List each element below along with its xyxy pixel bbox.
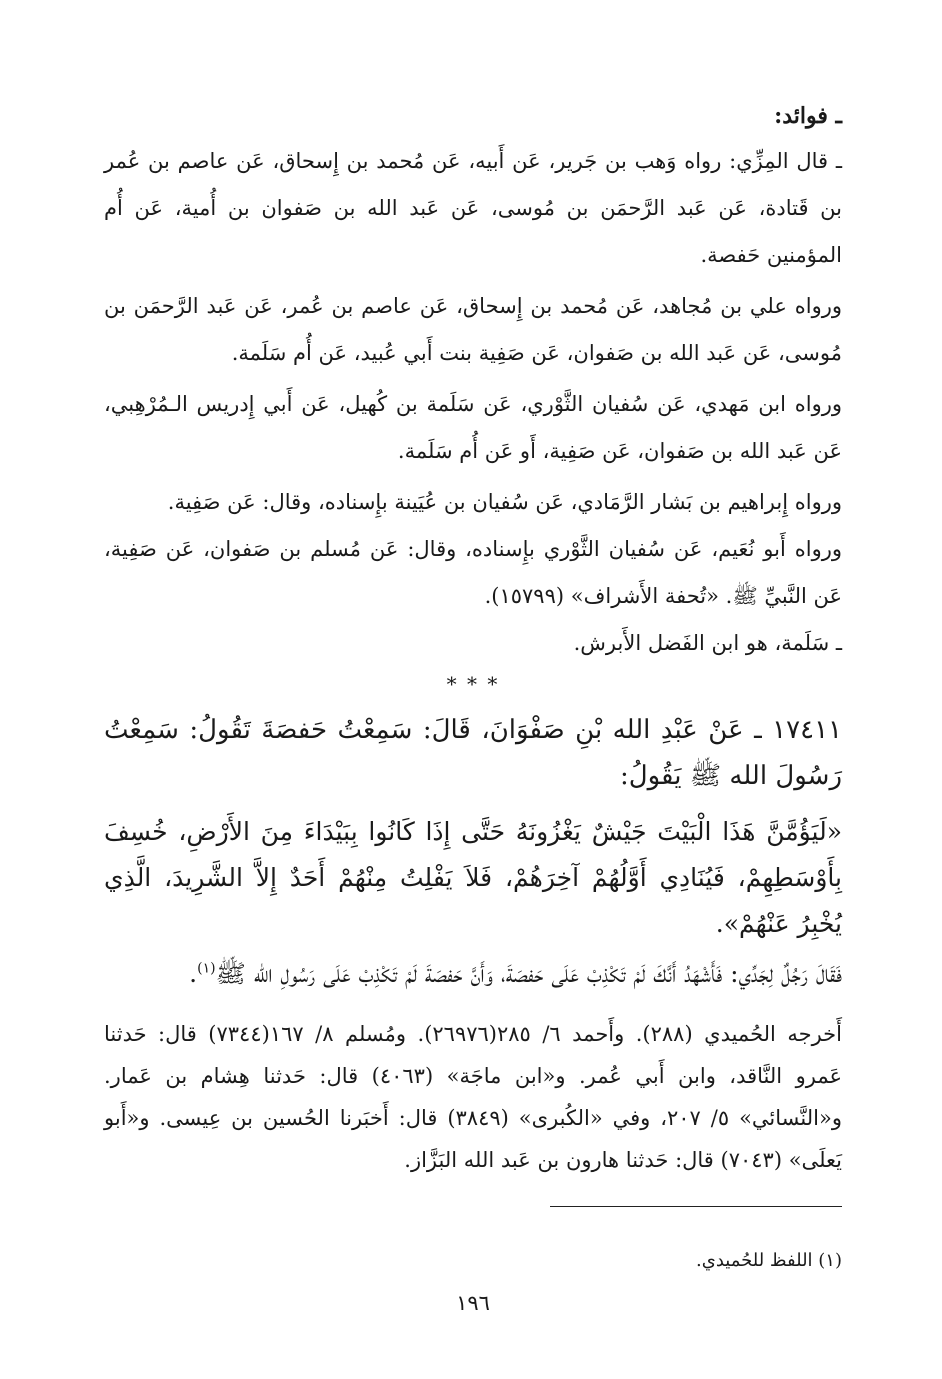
hadith-heading: ١٧٤١١ ـ عَنْ عَبْدِ الله بْنِ صَفْوَانَ، قَالَ: سَمِعْتُ حَفصَةَ تَقُولُ: سَمِعْتُ رَسُولَ الله ﷺ يَقُولُ: (104, 715, 842, 791)
footnote: (١) اللفظ للحُميدي. (696, 1250, 842, 1271)
hadith-matn: «لَيَؤُمَّنَّ هَذَا الْبَيْتَ جَيْشٌ يَغْزُونَهُ حَتَّى إِذَا كَانُوا بِبَيْدَاءَ مِنَ الأَرْضِ، خُسِفَ بِأَوْسَطِهِمْ، فَيُنَادِي أَوَّلُهُمْ آخِرَهُمْ، فَلاَ يَفْلِتُ مِنْهُمْ أَحَدٌ إِلاَّ الشَّرِيدَ، الَّذِي يُخْبِرُ عَنْهُمْ». (104, 817, 842, 938)
fawaid-paragraph-mizzi: ـ قال المِزِّي: رواه وَهب بن جَرير، عَن أَبيه، عَن مُحمد بن إِسحاق، عَن عاصم بن عُمر بن قَتادة، عَن عَبد الرَّحمَن بن مُوسى، عَن عَبد الله بن صَفوان بن أُمية، عَن أُم المؤمنين حَفصة. (104, 149, 842, 267)
takhrij-paragraph: أَخرجه الحُميدي (٢٨٨). وأَحمد ٦/ ٢٨٥(٢٦٩٧٦). ومُسلم ٨/ ١٦٧(٧٣٤٤) قال: حَدثنا عَمرو النَّاقد، وابن أَبي عُمر. و«ابن ماجَة» (٤٠٦٣) قال: حَدثنا هِشام بن عَمار. و«النَّسائي» ٥/ ٢٠٧، وفي «الكُبرى» (٣٨٤٩) قال: أَخبَرنا الحُسين بن عِيسى. و«أَبو يَعلَى» (٧٠٤٣) قال: حَدثنا هارون بن عَبد الله البَزَّاز. (104, 1022, 842, 1172)
hadith-matn-continuation-text: فَقَالَ رَجُلٌ لِجَدِّي: فَأَشْهَدُ أَنَّكَ لَمْ تَكْذِبْ عَلَى حَفصَةَ، وَأَنَّ حَفصَةَ لَمْ تَكْذِبْ عَلَى رَسُولِ الله ﷺ (215, 959, 842, 988)
fawaid-paragraph-ali-ibn-mujahid: ورواه علي بن مُجاهد، عَن مُحمد بن إِسحاق، عَن عاصم بن عُمر، عَن عَبد الرَّحمَن بن مُوسى، عَن عَبد الله بن صَفوان، عَن صَفِية بنت أَبي عُبيد، عَن أُم سَلَمة. (104, 294, 842, 365)
footnote-reference: (١) (197, 960, 216, 977)
fawaid-paragraph-ibn-mahdi: ورواه ابن مَهدي، عَن سُفيان الثَّوْري، عَن سَلَمة بن كُهيل، عَن أَبي إِدريس الـمُرْهِبي، عَن عَبد الله بن صَفوان، عَن صَفِية، أَو عَن أُم سَلَمة. (104, 392, 842, 463)
fawaid-paragraph-abu-nuaym: ورواه أَبو نُعَيم، عَن سُفيان الثَّوْري بإِسناده، وقال: عَن مُسلم بن صَفوان، عَن صَفِية، عَن النَّبيِّ ﷺ. «تُحفة الأَشراف» (١٥٧٩٩). (104, 537, 842, 608)
fawaid-paragraph-ibrahim-ramadi: ورواه إِبراهيم بن بَشار الرَّمَادي، عَن سُفيان بن عُيَينة بإِسناده، وقال: عَن صَفِية. (167, 490, 842, 514)
fawaid-heading: ـ فوائد: (774, 103, 842, 129)
hadith-matn-end-mark: . (189, 959, 198, 988)
footnote-divider (550, 1206, 842, 1207)
hadith-matn-continuation (104, 951, 842, 997)
fawaid-paragraph-salama: ـ سَلَمة، هو ابن الفَضل الأَبرش. (573, 631, 842, 655)
page-number: ١٩٦ (456, 1291, 490, 1315)
section-separator: * * * (446, 672, 500, 696)
book-page (104, 96, 842, 1356)
